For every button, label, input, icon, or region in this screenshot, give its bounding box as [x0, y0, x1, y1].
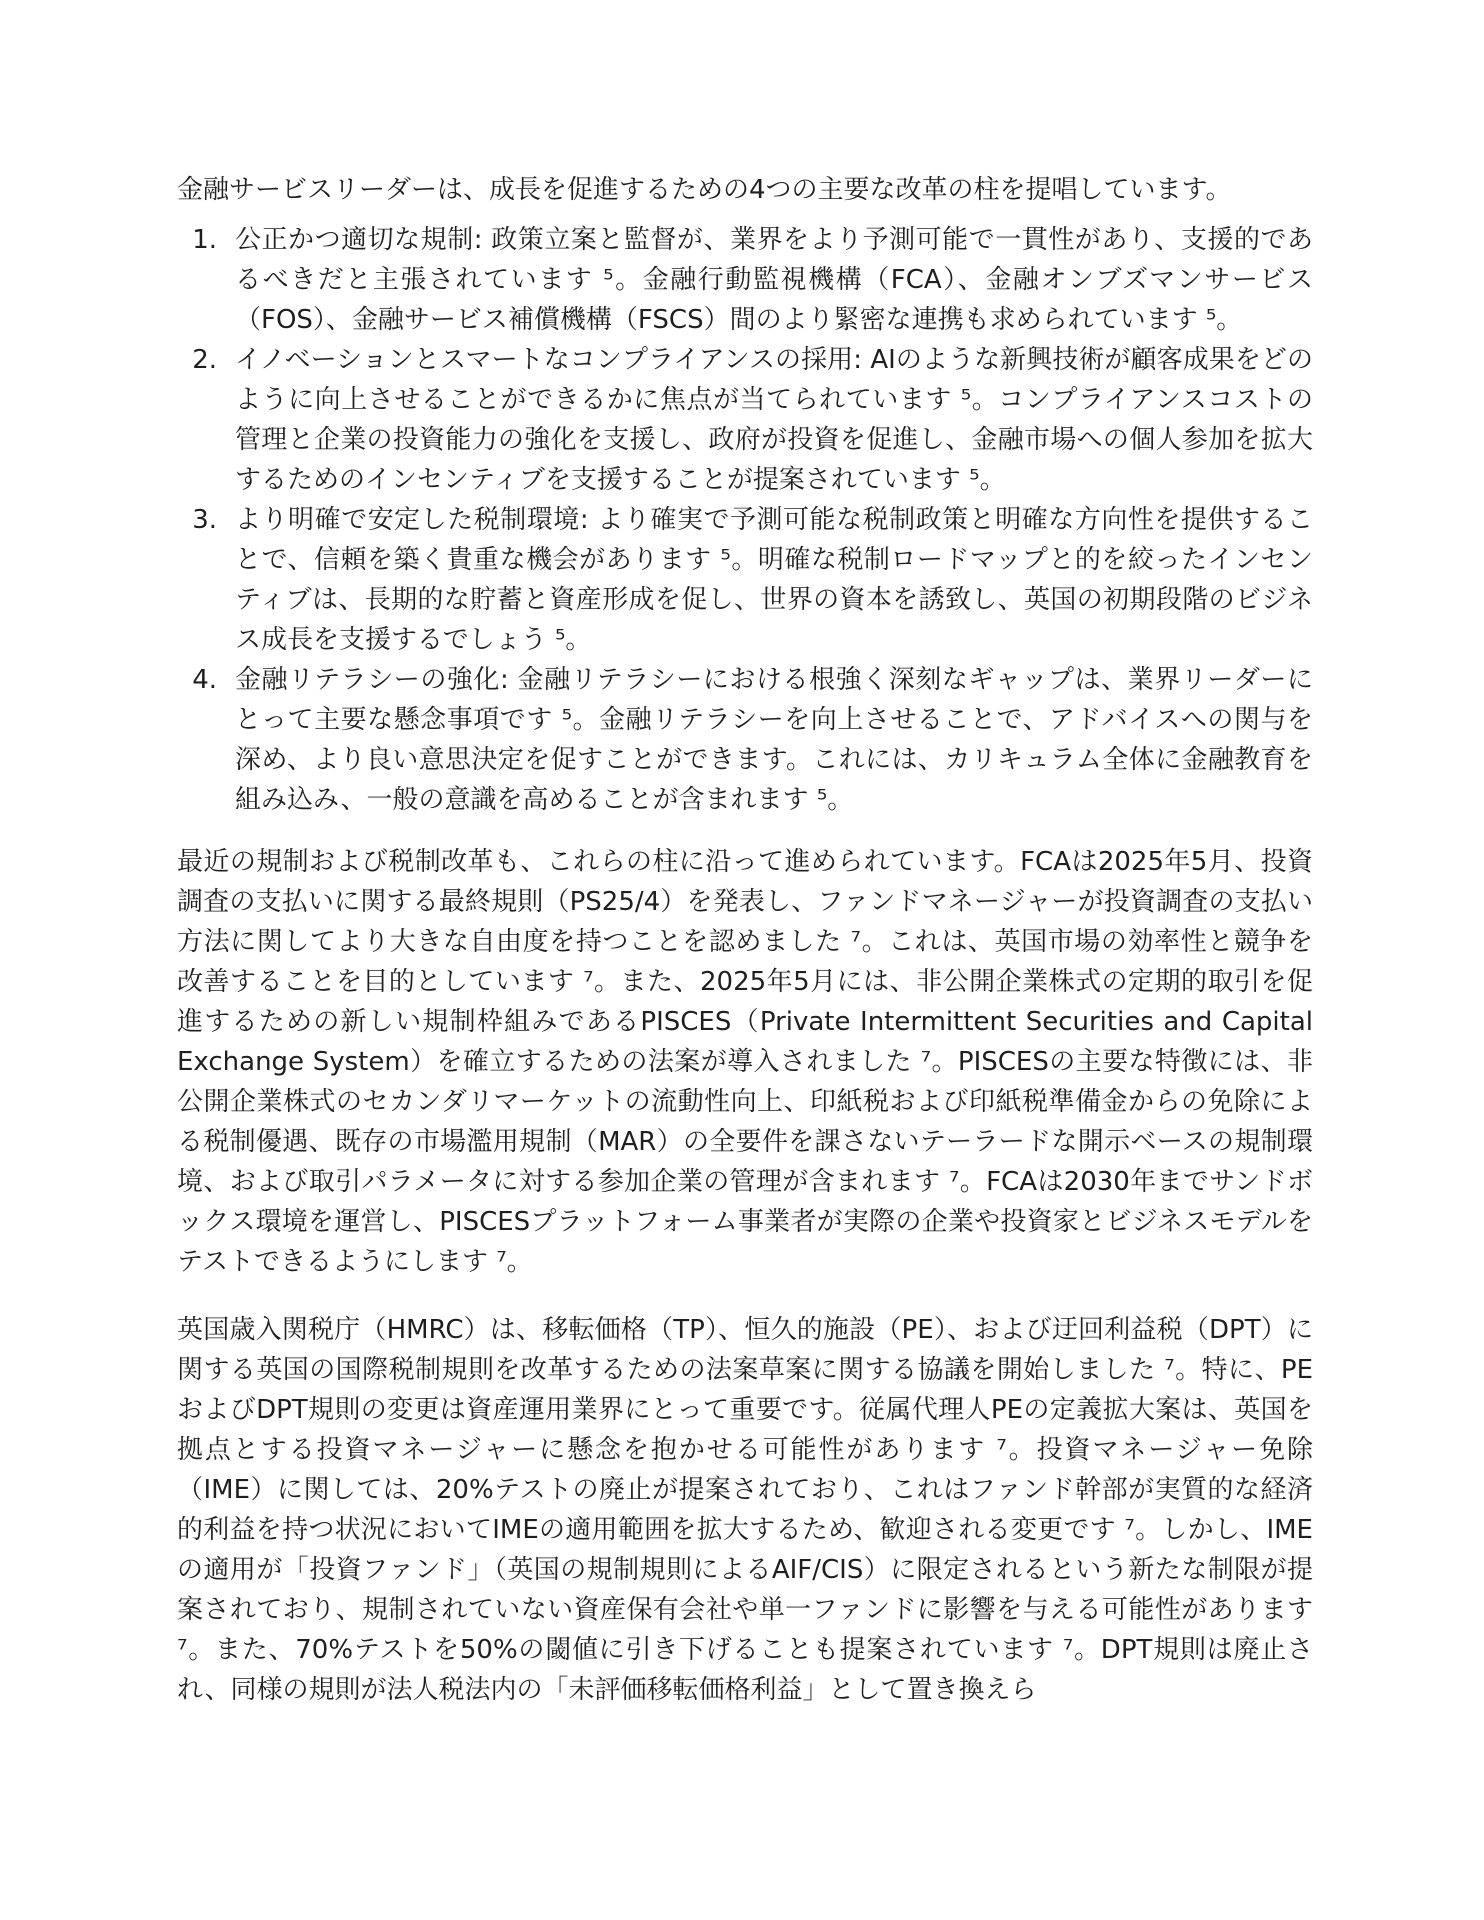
intro-paragraph: 金融サービスリーダーは、成長を促進するための4つの主要な改革の柱を提唱しています。 [177, 175, 1232, 205]
list-item [177, 220, 1313, 340]
regulatory-reform-paragraph: 最近の規制および税制改革も、これらの柱に沿って進められています。FCAは2025年5月、投資調査の支払いに関する最終規則（PS25/4）を発表し、ファンドマネージャーが投資調査の支払い方法に関してより大きな自由度を持つことを認めました ⁷。これは、英国市場の効率性と競争を改善することを目的としています ⁷。また、2025年5月には、非公開企業株式の定期的取引を促進するための新しい規制枠組みであるPISCES（Private Intermittent Securities and Capital Exchange System）を確立するための法案が導入されました ⁷。PISCESの主要な特徴には、非公開企業株式のセカンダリマーケットの流動性向上、印紙税および印紙税準備金からの免除による税制優遇、既存の市場濫用規制（MAR）の全要件を課さないテーラードな開示ベースの規制環境、および取引パラメータに対する参加企業の管理が含まれます ⁷。FCAは2030年までサンドボックス環境を運営し、PISCESプラットフォーム事業者が実際の企業や投資家とビジネスモデルをテストできるようにします ⁷。 [177, 847, 1313, 1277]
document-page [177, 170, 1313, 1710]
list-item [177, 500, 1313, 660]
list-item [177, 340, 1313, 500]
list-item-number: 3. [192, 505, 217, 535]
hmrc-consultation-paragraph: 英国歳入関税庁（HMRC）は、移転価格（TP）、恒久的施設（PE）、および迂回利益税（DPT）に関する英国の国際税制規則を改革するための法案草案に関する協議を開始しました ⁷。特に、PEおよびDPT規則の変更は資産運用業界にとって重要です。従属代理人PEの定義拡大案は、英国を拠点とする投資マネージャーに懸念を抱かせる可能性があります ⁷。投資マネージャー免除（IME）に関しては、20%テストの廃止が提案されており、これはファンド幹部が実質的な経済的利益を持つ状況においてIMEの適用範囲を拡大するため、歓迎される変更です ⁷。しかし、IMEの適用が「投資ファンド」（英国の規制規則によるAIF/CIS）に限定されるという新たな制限が提案されており、規制されていない資産保有会社や単一ファンドに影響を与える可能性があります ⁷。また、70%テストを50%の閾値に引き下げることも提案されています ⁷。DPT規則は廃止され、同様の規則が法人税法内の「未評価移転価格利益」として置き換えら [177, 1315, 1313, 1705]
list-item-number: 2. [192, 345, 217, 375]
list-item-number: 4. [192, 665, 217, 695]
list-item-text: より明確で安定した税制環境: より確実で予測可能な税制政策と明確な方向性を提供することで、信頼を築く貴重な機会があります ⁵。明確な税制ロードマップと的を絞ったインセンティブは、長期的な貯蓄と資産形成を促し、世界の資本を誘致し、英国の初期段階のビジネス成長を支援するでしょう ⁵。 [235, 505, 1313, 655]
list-item-text: イノベーションとスマートなコンプライアンスの採用: AIのような新興技術が顧客成果をどのように向上させることができるかに焦点が当てられています ⁵。コンプライアンスコストの管理と企業の投資能力の強化を支援し、政府が投資を促進し、金融市場への個人参加を拡大するためのインセンティブを支援することが提案されています ⁵。 [235, 345, 1313, 495]
list-item-number: 1. [192, 225, 217, 255]
reform-pillars-list [177, 220, 1313, 820]
list-item-text: 公正かつ適切な規制: 政策立案と監督が、業界をより予測可能で一貫性があり、支援的であるべきだと主張されています ⁵。金融行動監視機構（FCA）、金融オンブズマンサービス（FOS）、金融サービス補償機構（FSCS）間のより緊密な連携も求められています ⁵。 [235, 225, 1313, 335]
list-item [177, 660, 1313, 820]
list-item-text: 金融リテラシーの強化: 金融リテラシーにおける根強く深刻なギャップは、業界リーダーにとって主要な懸念事項です ⁵。金融リテラシーを向上させることで、アドバイスへの関与を深め、より良い意思決定を促すことができます。これには、カリキュラム全体に金融教育を組み込み、一般の意識を高めることが含まれます ⁵。 [235, 665, 1313, 815]
